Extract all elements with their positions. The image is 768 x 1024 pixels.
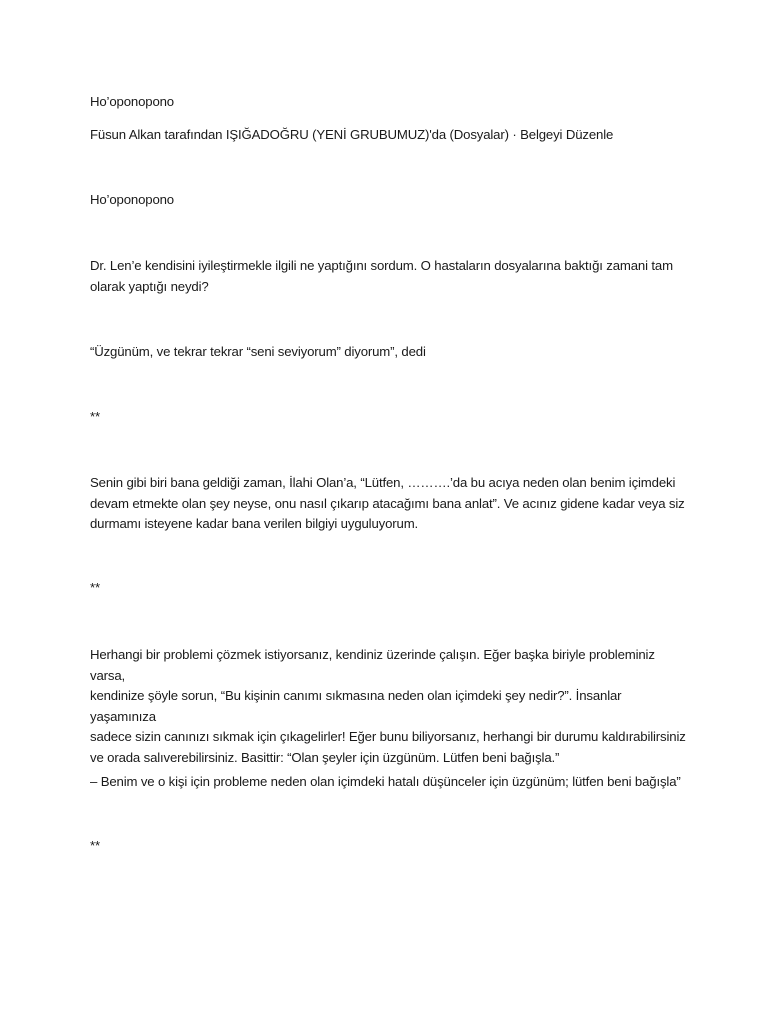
paragraph-1 xyxy=(90,473,690,535)
separator: ** xyxy=(90,580,100,595)
separator: ** xyxy=(90,838,100,853)
paragraph-2 xyxy=(90,645,690,768)
document-byline: Füsun Alkan tarafından IŞIĞADOĞRU (YENİ GRUBUMUZ)'da (Dosyalar) · Belgeyi Düzenle xyxy=(90,127,614,142)
separator: ** xyxy=(90,409,100,424)
document-title: Ho’oponopono xyxy=(90,94,174,109)
paragraph-line: kendinize şöyle sorun, “Bu kişinin canımı sıkmasına neden olan içimdeki şey nedir?”. İnsanlar yaşamınıza xyxy=(90,688,622,724)
paragraph-line: olarak yaptığı neydi? xyxy=(90,278,209,294)
section-heading: Ho’oponopono xyxy=(90,192,174,207)
paragraph-line: ve orada salıverebilirsiniz. Basittir: “Olan şeyler için üzgünüm. Lütfen beni bağışla.” xyxy=(90,749,560,765)
paragraph-line: sadece sizin canınızı sıkmak için çıkagelirler! Eğer bunu biliyorsanız, herhangi bir durumu kaldırabilirsiniz xyxy=(90,729,686,744)
paragraph-line: durmamı isteyene kadar bana verilen bilgiyi uyguluyorum. xyxy=(90,516,419,531)
answer-paragraph: “Üzgünüm, ve tekrar tekrar “seni seviyorum” diyorum”, dedi xyxy=(90,344,426,359)
paragraph-line: Herhangi bir problemi çözmek istiyorsanız, kendiniz üzerinde çalışın. Eğer başka biriyle probleminiz varsa, xyxy=(90,647,655,683)
paragraph-line: Dr. Len’e kendisini iyileştirmekle ilgili ne yaptığını sordum. O hastaların dosyalarına baktığı zamani tam xyxy=(90,258,673,273)
quote-paragraph: – Benim ve o kişi için probleme neden olan içimdeki hatalı düşünceler için üzgünüm; lütfen beni bağışla” xyxy=(90,774,681,789)
question-paragraph xyxy=(90,256,690,297)
paragraph-line: Senin gibi biri bana geldiği zaman, İlahi Olan’a, “Lütfen, ……….’da bu acıya neden olan benim içimdeki xyxy=(90,475,676,490)
paragraph-line: devam etmekte olan şey neyse, onu nasıl çıkarıp atacağımı bana anlat”. Ve acınız gidene kadar veya siz xyxy=(90,495,685,511)
